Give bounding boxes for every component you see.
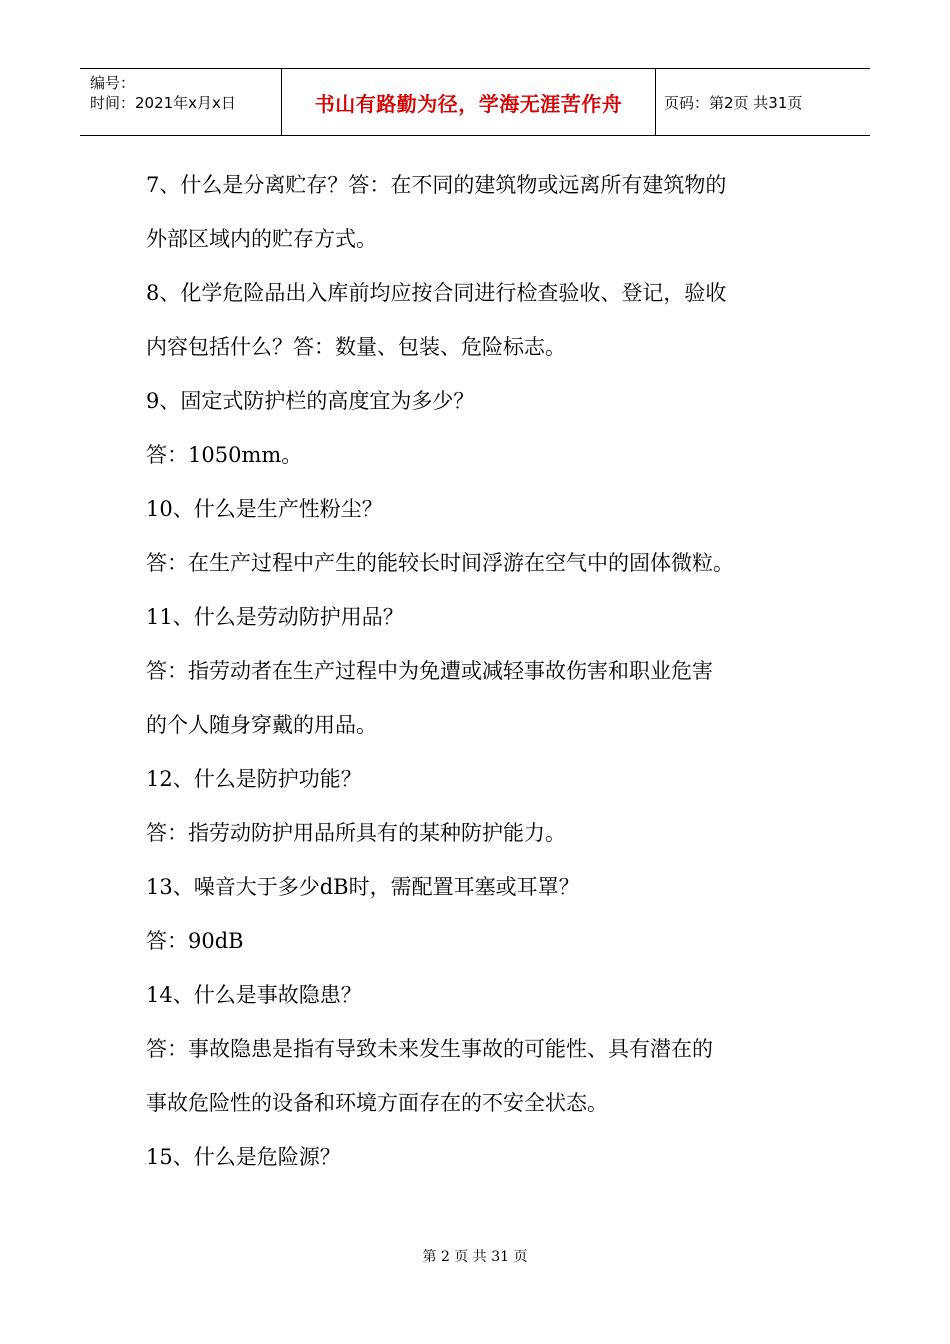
text-line: 10、什么是生产性粉尘？ (146, 497, 383, 521)
document-time-label: 时间：2021年x月x日 (90, 94, 236, 112)
text-line: 内容包括什么？答：数量、包装、危险标志。 (146, 335, 566, 359)
text-line: 答：指劳动者在生产过程中为免遭或减轻事故伤害和职业危害 (146, 659, 713, 683)
text-line: 9、固定式防护栏的高度宜为多少？ (146, 389, 475, 413)
text-line: 答：1050mm。 (146, 443, 303, 467)
text-line: 15、什么是危险源？ (146, 1145, 341, 1169)
header-motto: 书山有路勤为径，学海无涯苦作舟 (282, 69, 656, 135)
text-line: 11、什么是劳动防护用品？ (146, 605, 404, 629)
document-body (146, 158, 816, 1184)
text-line: 7、什么是分离贮存？答：在不同的建筑物或远离所有建筑物的 (146, 173, 727, 197)
text-line: 的个人随身穿戴的用品。 (146, 713, 377, 737)
text-line: 事故危险性的设备和环境方面存在的不安全状态。 (146, 1091, 608, 1115)
text-line: 答：在生产过程中产生的能较长时间浮游在空气中的固体微粒。 (146, 551, 734, 575)
page-footer: 第 2 页 共 31 页 (422, 1249, 528, 1265)
document-number-label: 编号： (90, 74, 136, 92)
text-line: 答：指劳动防护用品所具有的某种防护能力。 (146, 821, 566, 845)
text-line: 答：90dB (146, 929, 244, 953)
text-line: 外部区域内的贮存方式。 (146, 227, 377, 251)
text-line: 13、噪音大于多少dB时，需配置耳塞或耳罩？ (146, 875, 580, 899)
text-line: 12、什么是防护功能？ (146, 767, 362, 791)
text-line: 答：事故隐患是指有导致未来发生事故的可能性、具有潜在的 (146, 1037, 713, 1061)
text-line: 8、化学危险品出入库前均应按合同进行检查验收、登记，验收 (146, 281, 727, 305)
page-header (80, 68, 870, 136)
header-page-info: 页码：第2页 共31页 (664, 93, 803, 112)
text-line: 14、什么是事故隐患？ (146, 983, 362, 1007)
header-meta-cell (80, 69, 282, 135)
